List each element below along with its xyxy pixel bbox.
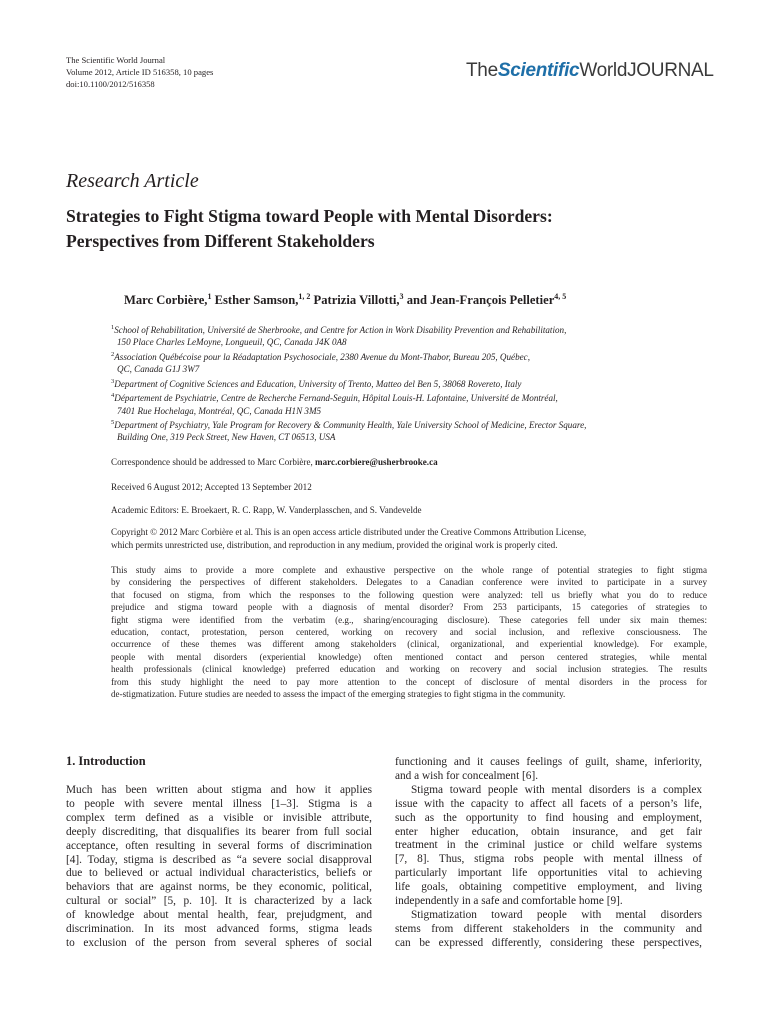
journal-logo <box>466 60 714 82</box>
abstract-line: education, contact, protestation, person centered, working on recovery and social inclusion, and reflexive consciousness. The <box>111 627 707 638</box>
abstract-line: from this study highlight the need to pay more attention to the concept of disclosure of mental disorders in the process for <box>111 676 707 687</box>
affiliation-text: Department of Psychiatry, Yale Program for Recovery & Community Health, Yale University School of Medicine, Erector Square, <box>114 420 587 430</box>
affiliations <box>111 322 711 444</box>
affiliation-cont: Building One, 319 Peck Street, New Haven, CT 06513, USA <box>117 432 336 443</box>
author-sup: 1, 2 <box>298 292 311 301</box>
affiliation-sup: 3 <box>111 377 115 385</box>
abstract-line: prejudice and stigma toward people with a diagnosis of mental disorder? From 253 participants, 15 categories of strategies to <box>111 602 707 613</box>
body-line: Stigma toward people with mental disorders is a complex <box>411 783 702 796</box>
body-line: of knowledge about mental health, fear, prejudgment, and <box>66 909 372 922</box>
body-line: and a wish for concealment [6]. <box>395 769 539 782</box>
body-line: due to believed or actual individual characteristics, beliefs or <box>66 867 372 880</box>
body-line: independently in a safe and comfortable home [9]. <box>395 895 623 908</box>
journal-meta <box>66 54 213 90</box>
body-line: acceptance, often resulting in several forms of discrimination <box>66 839 372 852</box>
body-line: complex term defined as a visible or invisible attribute, <box>66 811 372 824</box>
affiliation-cont: QC, Canada G1J 3W7 <box>117 364 200 375</box>
volume-info: Volume 2012, Article ID 516358, 10 pages <box>66 67 214 77</box>
title-line: Perspectives from Different Stakeholders <box>66 231 375 251</box>
article-title <box>66 204 726 254</box>
body-line: Stigmatization toward people with mental disorders <box>411 908 702 921</box>
author-name: Patrizia Villotti, <box>310 293 400 308</box>
abstract-line: This study aims to provide a more complete and exhaustive perspective on the whole range of potential strategies to fight stigma <box>111 565 707 575</box>
correspondence <box>111 456 438 469</box>
body-line: treatment in the criminal justice or child welfare systems <box>395 839 702 852</box>
affiliation <box>111 390 711 404</box>
body-line: discrimination. In its most advanced forms, stigma leads <box>66 923 372 936</box>
affiliation-sup: 1 <box>111 324 115 331</box>
affiliation-sup: 4 <box>111 392 115 400</box>
author-name: and Jean-François Pelletier <box>403 293 555 308</box>
logo-the: The <box>466 60 498 81</box>
author-name: Marc Corbière, <box>124 293 208 308</box>
abstract-line: by considering the perspectives of different stakeholders. Delegates to a Canadian conference were invited to participate in a survey <box>111 577 707 588</box>
abstract-line: that focused on stigma, from which the responses to the following question were analyzed: tell us briefly what you do to reduce <box>111 589 707 600</box>
affiliation <box>111 322 711 336</box>
body-line: [7, 8]. Thus, stigma robs people with mental illness of <box>395 853 702 866</box>
affiliation-sup: 2 <box>111 350 115 358</box>
body-line: such as the opportunity to find housing and employment, <box>395 811 702 824</box>
affiliation <box>111 417 711 431</box>
body-line: to exclusion of the person from several spheres of social <box>66 936 372 949</box>
body-column-left <box>66 784 372 951</box>
body-line: cultural or social” [5, p. 10]. It is characterized by a lack <box>66 895 372 908</box>
abstract-line: people with mental disorders (experiential knowledge) often mentioned contact and person centered strategies, while mental <box>111 651 707 662</box>
abstract-line: occurrence of these themes was different among stakeholders (clinical, organizational, and experiential knowledge). For example, <box>111 639 707 650</box>
affiliation <box>111 349 711 363</box>
copyright-license <box>111 526 586 552</box>
body-line: issue with the capacity to affect all facets of a person’s life, <box>395 797 702 810</box>
abstract-line: de-stigmatization. Future studies are needed to assess the impact of the emerging strategies to fight stigma in the community. <box>111 689 566 700</box>
body-column-right <box>395 756 702 951</box>
article-type: Research Article <box>66 170 199 192</box>
author-sup: 1 <box>207 292 212 301</box>
affiliation-cont: 7401 Rue Hochelaga, Montréal, QC, Canada H1N 3M5 <box>117 405 322 416</box>
email-link[interactable]: marc.corbiere@usherbrooke.ca <box>315 457 438 467</box>
logo-scientific: Scientific <box>497 60 580 81</box>
abstract-line: health professionals (clinical knowledge) preferred education and working on recovery and social inclusion strategies. The results <box>111 664 707 675</box>
journal-name: The Scientific World Journal <box>66 55 166 65</box>
body-line: behaviors that are against norms, be they economic, political, <box>66 881 372 894</box>
affiliation-text: School of Rehabilitation, Université de Sherbrooke, and Centre for Action in Work Disability Prevention and Rehabilitation, <box>114 325 567 336</box>
body-line: particularly important life opportunities vital to achieving <box>395 867 702 880</box>
abstract <box>111 564 707 700</box>
affiliation-text: Association Québécoise pour la Réadaptation Psychosociale, 2380 Avenue du Mont-Thabor, Bureau 205, Québec, <box>114 351 530 362</box>
body-line: can be expressed differently, considering these perspectives, <box>395 936 702 949</box>
body-line: enter higher education, obtain insurance, and get fair <box>395 825 702 838</box>
license-line: Copyright © 2012 Marc Corbière et al. This is an open access article distributed under the Creative Commons Attribution License, <box>111 527 587 537</box>
affiliation-cont: 150 Place Charles LeMoyne, Longueuil, QC, Canada J4K 0A8 <box>117 337 347 348</box>
author-name: Esther Samson, <box>211 293 299 308</box>
section-heading: 1. Introduction <box>66 754 146 768</box>
author-list <box>124 292 566 308</box>
received-dates: Received 6 August 2012; Accepted 13 September 2012 <box>111 482 312 492</box>
body-line: stems from different stakeholders in the community and <box>395 922 702 935</box>
academic-editors: Academic Editors: E. Broekaert, R. C. Rapp, W. Vanderplasschen, and S. Vandevelde <box>111 505 422 515</box>
abstract-line: fight stigma were identified from the verbatim (e.g., sharing/encouraging disclosure). These categories fell under six main themes: <box>111 614 707 625</box>
affiliation-text: Département de Psychiatrie, Centre de Recherche Fernand-Seguin, Hôpital Louis-H. Lafontaine, Université de Montréal, <box>114 393 558 404</box>
correspondence-text: Correspondence should be addressed to Marc Corbière, <box>111 457 316 467</box>
body-line: functioning and it causes feelings of guilt, shame, inferiority, <box>395 756 702 768</box>
body-line: life goals, obtaining competitive employment, and living <box>395 881 702 894</box>
logo-world: WorldJOURNAL <box>579 60 714 81</box>
license-line: which permits unrestricted use, distribution, and reproduction in any medium, provided the original work is properly cited. <box>111 540 558 550</box>
affiliation <box>111 376 711 390</box>
body-line: deeply discrediting, that disqualifies its bearer from full social <box>66 825 372 838</box>
author-sup: 4, 5 <box>554 292 567 301</box>
author-sup: 3 <box>399 292 404 301</box>
affiliation-text: Department of Cognitive Sciences and Education, University of Trento, Matteo del Ben 5, 38068 Rovereto, Italy <box>114 378 522 389</box>
body-line: [4]. Today, stigma is described as “a severe social disapproval <box>66 853 372 866</box>
doi: doi:10.1100/2012/516358 <box>66 79 155 89</box>
body-line: Much has been written about stigma and how it applies <box>66 784 372 796</box>
body-line: to people with severe mental illness [1–3]. Stigma is a <box>66 797 372 810</box>
affiliation-sup: 5 <box>111 418 115 426</box>
title-line: Strategies to Fight Stigma toward People with Mental Disorders: <box>66 206 553 226</box>
